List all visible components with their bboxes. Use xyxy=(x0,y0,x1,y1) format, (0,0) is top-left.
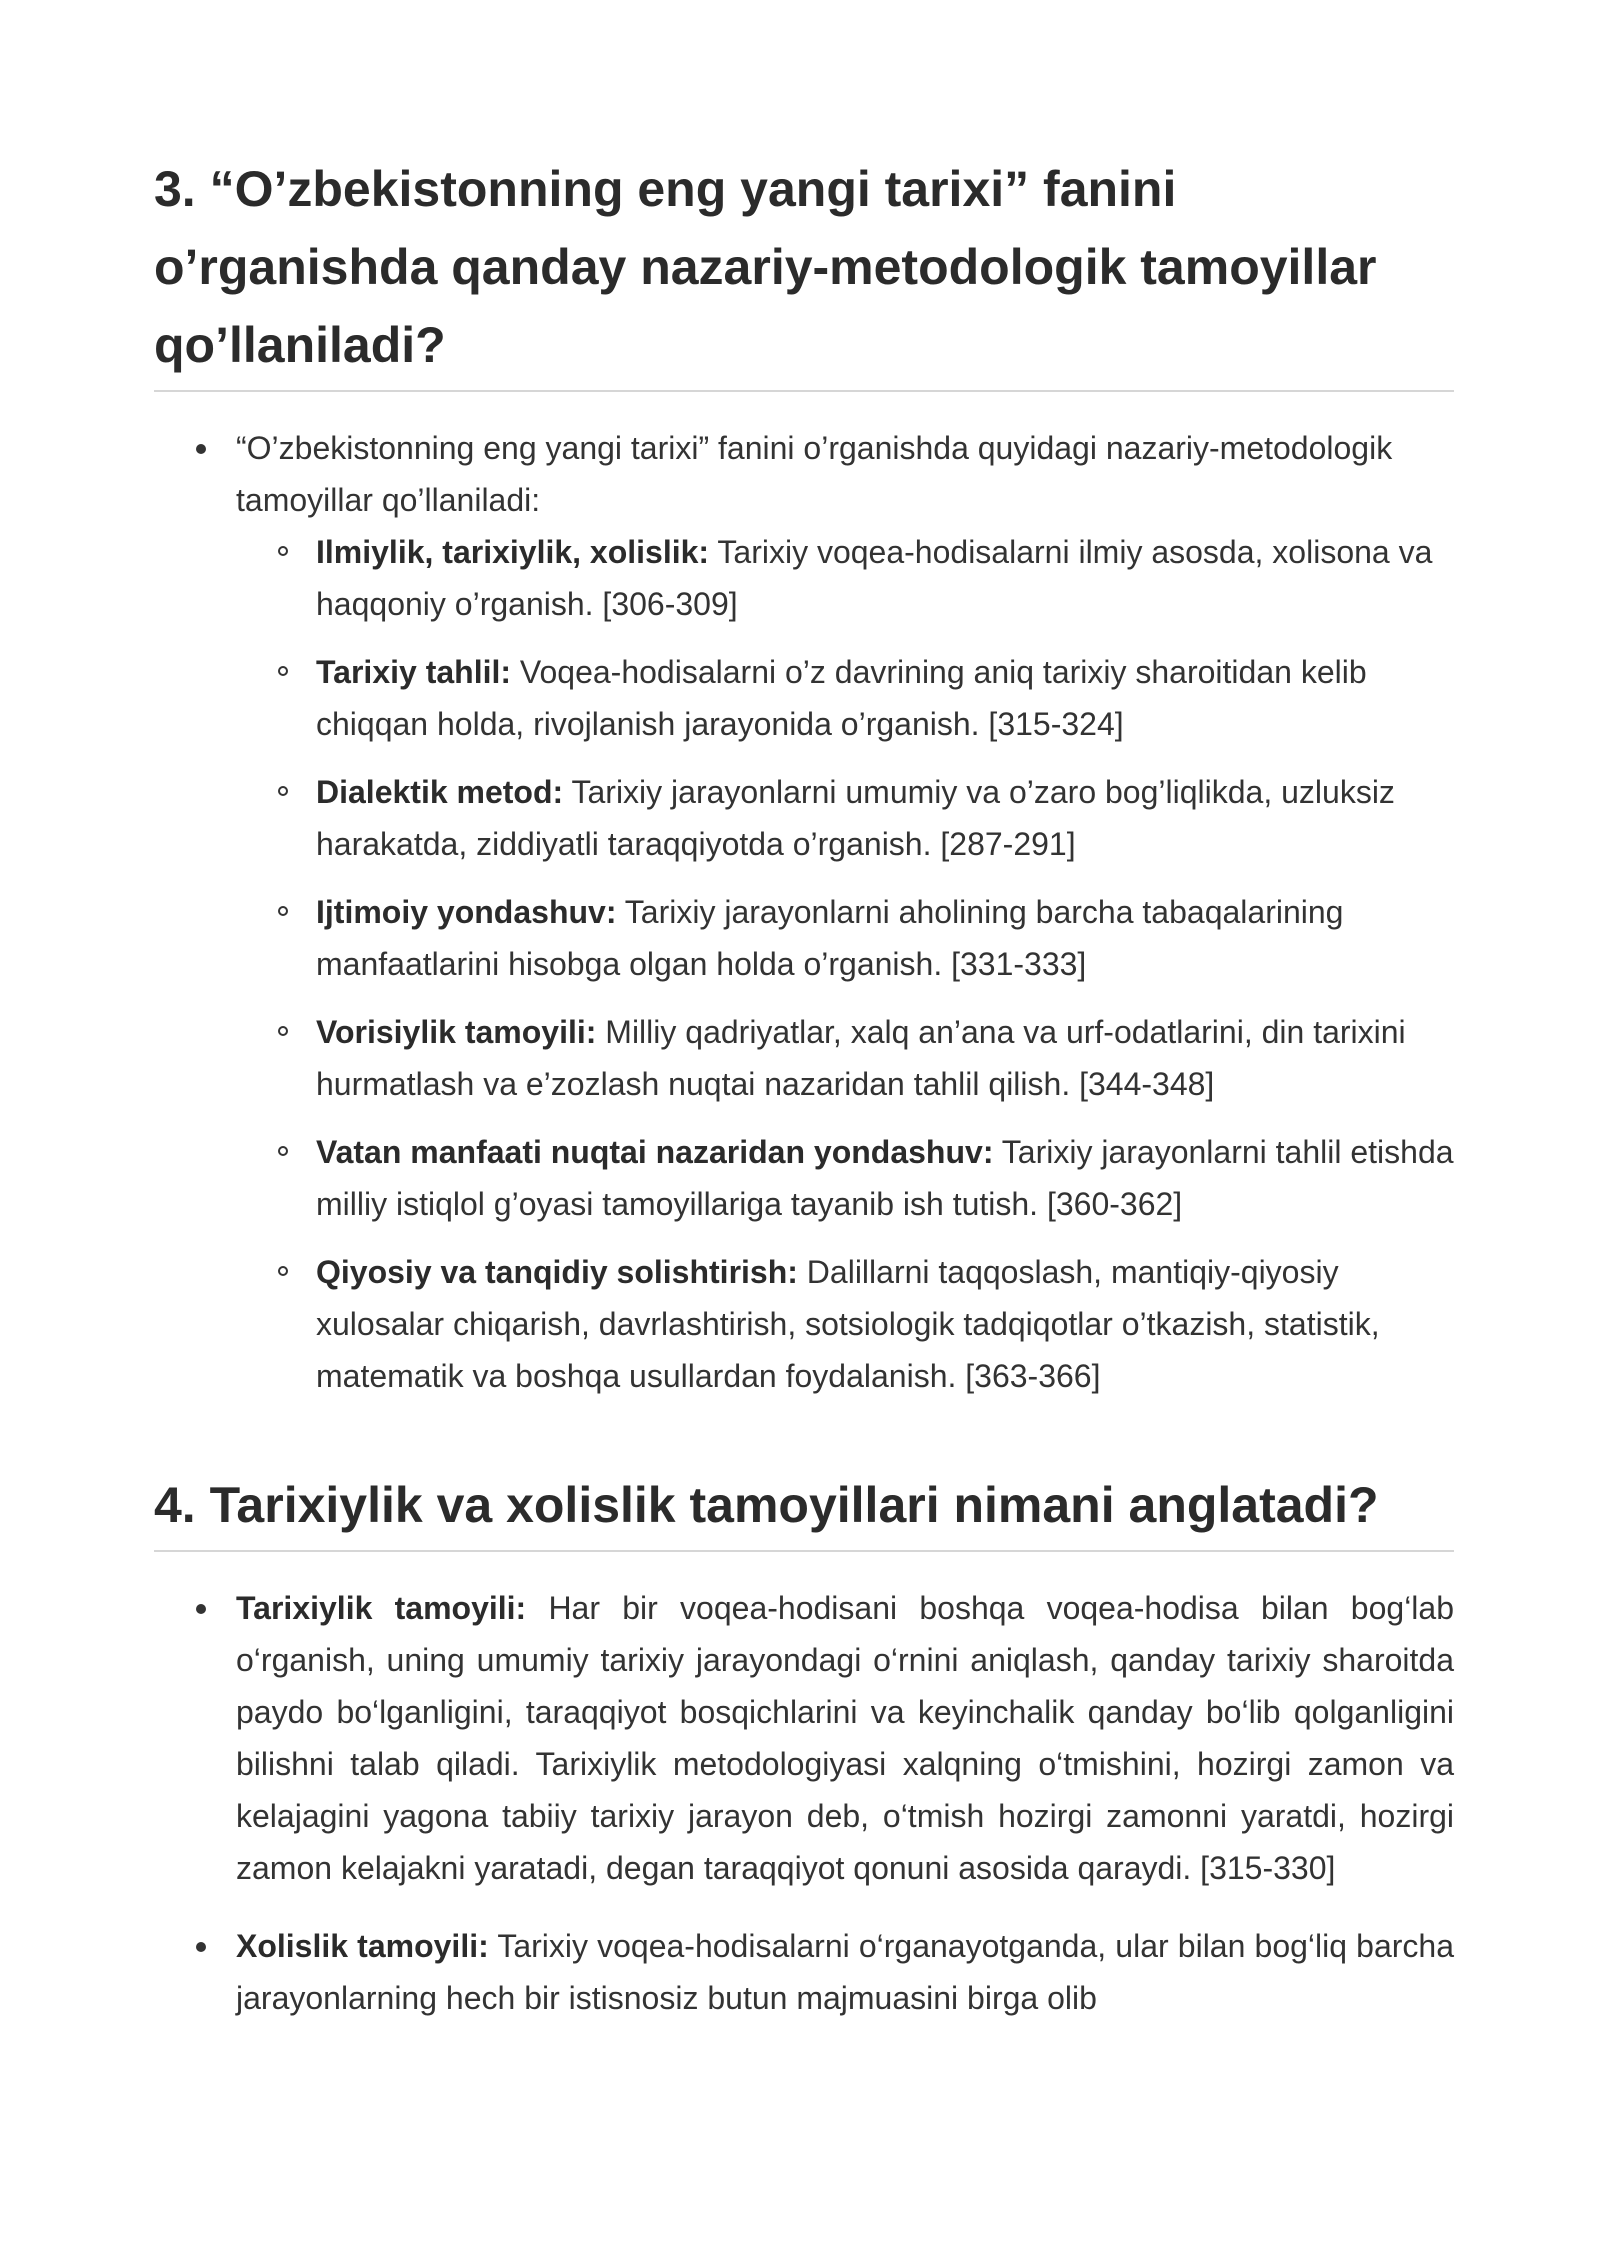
principle-text: Tarixiy jarayonlarni aholining barcha tabaqalarining manfaatlarini hisobga olgan holda o’rganish. [331-333] xyxy=(316,894,1344,982)
bullet-icon xyxy=(196,1942,206,1952)
section-3-intro-item xyxy=(154,422,1454,1402)
principle-text: Dalillarni taqqoslash, mantiqiy-qiyosiy xulosalar chiqarish, davrlashtirish, sotsiologik tadqiqotlar o’tkazish, statistik, matematik va boshqa usullardan foydalanish. [363-366] xyxy=(316,1254,1380,1394)
circle-bullet-icon xyxy=(278,906,288,916)
document-page xyxy=(154,150,1454,2050)
section-3-list xyxy=(154,422,1454,1402)
section-4-heading: 4. Tarixiylik va xolislik tamoyillari nimani anglatadi? xyxy=(154,1466,1454,1552)
section-3-heading: 3. “O’zbekistonning eng yangi tarixi” fanini o’rganishda qanday nazariy-metodologik tamoyillar qo’llaniladi? xyxy=(154,150,1454,392)
principle-text: Tarixiy voqea-hodisalarni o‘rganayotganda, ular bilan bog‘liq barcha jarayonlarning hech bir istisnosiz butun majmuasini birga olib xyxy=(236,1928,1455,2016)
principle-item xyxy=(236,886,1454,990)
circle-bullet-icon xyxy=(278,1146,288,1156)
section-3-intro-text: “O’zbekistonning eng yangi tarixi” fanini o’rganishda quyidagi nazariy-metodologik tamoyillar qo’llaniladi: xyxy=(236,430,1393,518)
principle-item xyxy=(236,766,1454,870)
principle-term: Vorisiylik tamoyili: xyxy=(316,1014,597,1050)
section-4-list xyxy=(154,1582,1454,2024)
principle-text: Milliy qadriyatlar, xalq an’ana va urf-odatlarini, din tarixini hurmatlash va e’zozlash nuqtai nazaridan tahlil qilish. [344-348] xyxy=(316,1014,1406,1102)
principle-item xyxy=(236,646,1454,750)
bullet-icon xyxy=(196,444,206,454)
circle-bullet-icon xyxy=(278,546,288,556)
principle-item xyxy=(236,526,1454,630)
principle-item xyxy=(236,1246,1454,1402)
circle-bullet-icon xyxy=(278,1026,288,1036)
circle-bullet-icon xyxy=(278,786,288,796)
bullet-icon xyxy=(196,1604,206,1614)
principle-text: Tarixiy jarayonlarni tahlil etishda milliy istiqlol g’oyasi tamoyillariga tayanib ish tutish. [360-362] xyxy=(316,1134,1454,1222)
principle-term: Dialektik metod: xyxy=(316,774,564,810)
principle-text: Har bir voqea-hodisani boshqa voqea-hodisa bilan bog‘lab o‘rganish, uning umumiy tarixiy jarayondagi o‘rnini aniqlash, qanday tarixiy sharoitda paydo bo‘lganligini, taraqqiyot bosqichlarini va keyinchalik qanday bo‘lib qolganligini bilishni talab qiladi. Tarixiylik metodologiyasi xalqning o‘tmishini, hozirgi zamon va kelajagini yagona tabiiy tarixiy jarayon deb, o‘tmish hozirgi zamonni yaratdi, hozirgi zamon kelajakni yaratadi, degan taraqqiyot qonuni asosida qaraydi. [315-330] xyxy=(236,1590,1455,1886)
principle-term: Xolislik tamoyili: xyxy=(236,1928,489,1964)
principle-term: Ijtimoiy yondashuv: xyxy=(316,894,617,930)
circle-bullet-icon xyxy=(278,1266,288,1276)
principle-term: Vatan manfaati nuqtai nazaridan yondashuv: xyxy=(316,1134,994,1170)
principle-text: Tarixiy voqea-hodisalarni ilmiy asosda, xolisona va haqqoniy o’rganish. [306-309] xyxy=(316,534,1433,622)
principle-item xyxy=(236,1126,1454,1230)
principle-text: Tarixiy jarayonlarni umumiy va o’zaro bog’liqlikda, uzluksiz harakatda, ziddiyatli taraqqiyotda o’rganish. [287-291] xyxy=(316,774,1395,862)
principle-term: Tarixiylik tamoyili: xyxy=(236,1590,527,1626)
principle-text: Voqea-hodisalarni o’z davrining aniq tarixiy sharoitidan kelib chiqqan holda, rivojlanish jarayonida o’rganish. [315-324] xyxy=(316,654,1367,742)
circle-bullet-icon xyxy=(278,666,288,676)
section-4-item xyxy=(154,1920,1454,2024)
principle-term: Qiyosiy va tanqidiy solishtirish: xyxy=(316,1254,798,1290)
principles-list xyxy=(236,526,1454,1402)
principle-term: Tarixiy tahlil: xyxy=(316,654,512,690)
principle-item xyxy=(236,1006,1454,1110)
section-4-item xyxy=(154,1582,1454,1894)
principle-term: Ilmiylik, tarixiylik, xolislik: xyxy=(316,534,710,570)
